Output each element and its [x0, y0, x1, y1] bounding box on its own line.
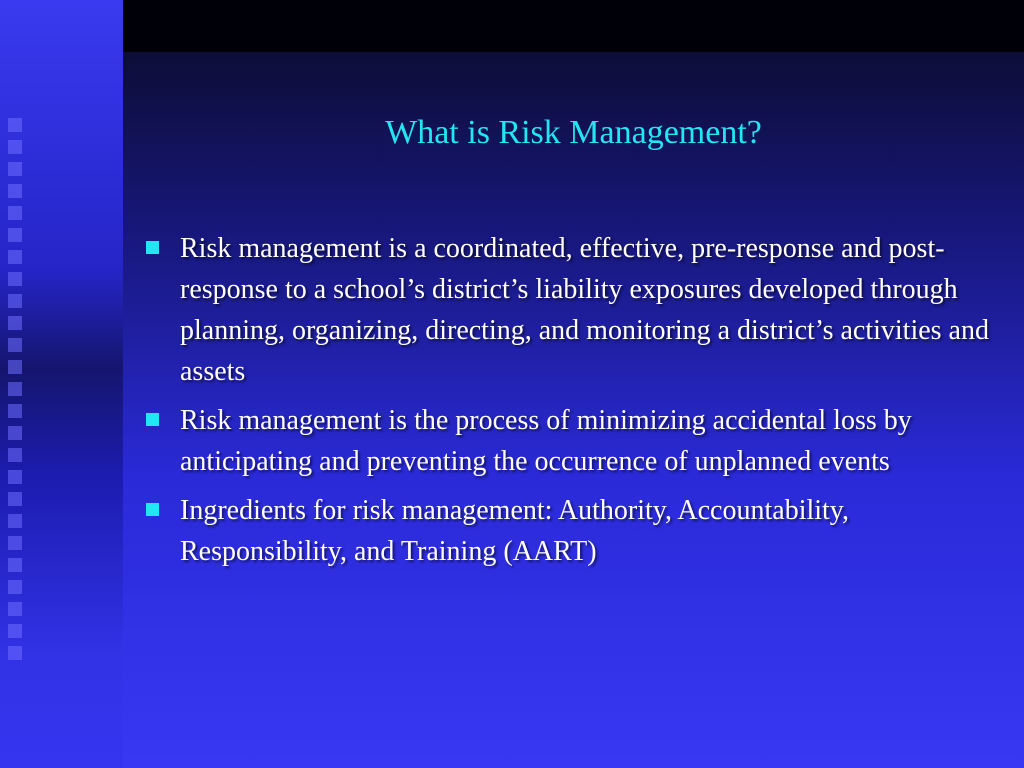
left-decorative-strip [0, 0, 123, 768]
decorative-square [8, 228, 22, 242]
square-bullet-icon [146, 241, 159, 254]
bullet-item [143, 228, 1003, 392]
square-bullet-icon [146, 503, 159, 516]
bullet-text: Risk management is a coordinated, effective, pre-response and post-response to a school’s district’s liability exposures developed through planning, organizing, directing, and monitoring a district’s activities and assets [180, 233, 989, 387]
decorative-square [8, 162, 22, 176]
decorative-square [8, 624, 22, 638]
decorative-square [8, 316, 22, 330]
decorative-square [8, 470, 22, 484]
slide-title: What is Risk Management? [385, 114, 762, 151]
top-dark-band [123, 0, 1024, 52]
decorative-square [8, 360, 22, 374]
decorative-square [8, 536, 22, 550]
bullet-text: Ingredients for risk management: Authority, Accountability, Responsibility, and Training (AART) [180, 495, 849, 567]
decorative-square [8, 184, 22, 198]
decorative-square [8, 338, 22, 352]
square-bullet-icon [146, 413, 159, 426]
decorative-square [8, 272, 22, 286]
decorative-square [8, 448, 22, 462]
bullet-item [143, 400, 1003, 482]
decorative-square [8, 492, 22, 506]
decorative-square [8, 426, 22, 440]
decorative-square [8, 140, 22, 154]
decorative-square [8, 404, 22, 418]
decorative-square [8, 382, 22, 396]
bullet-item [143, 490, 1003, 572]
bullet-list [143, 228, 1003, 580]
decorative-square [8, 118, 22, 132]
decorative-squares [8, 118, 22, 660]
decorative-square [8, 602, 22, 616]
decorative-square [8, 514, 22, 528]
decorative-square [8, 580, 22, 594]
bullet-text: Risk management is the process of minimizing accidental loss by anticipating and preventing the occurrence of unplanned events [180, 405, 912, 477]
decorative-square [8, 206, 22, 220]
decorative-square [8, 250, 22, 264]
decorative-square [8, 558, 22, 572]
decorative-square [8, 294, 22, 308]
decorative-square [8, 646, 22, 660]
